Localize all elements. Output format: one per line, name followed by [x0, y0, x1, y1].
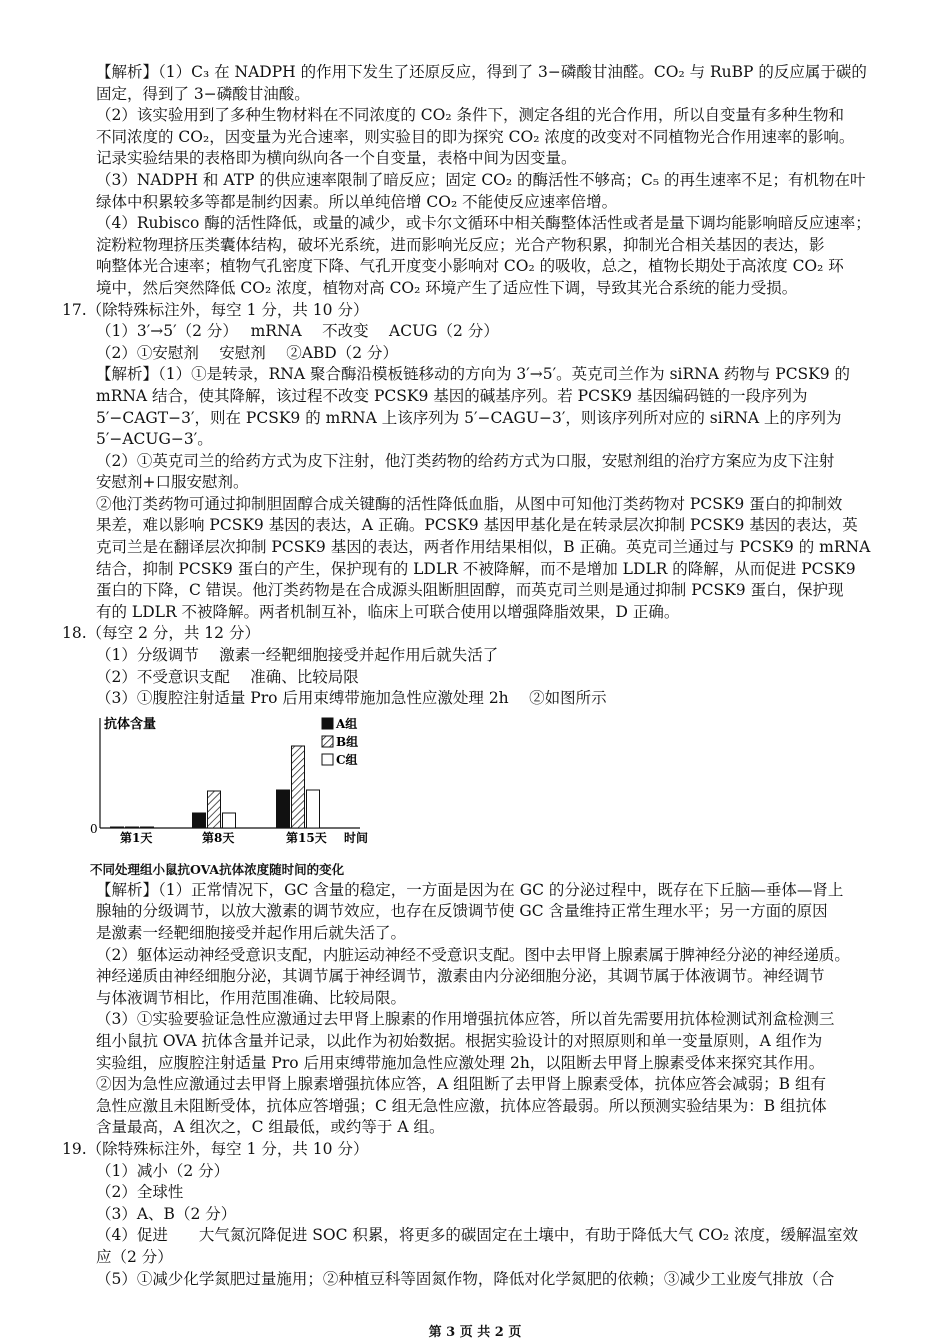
text-line: 果差，难以影响 PCSK9 基因的表达，A 正确。PCSK9 基因甲基化是在转录层次抑制 PCSK9 基因的表达，英 [96, 516, 858, 535]
legend-swatch [322, 718, 333, 729]
text-line: 18.（每空 2 分，共 12 分） [62, 624, 260, 643]
x-axis-label: 时间 [344, 830, 369, 845]
bar-B组-第15天 [292, 746, 305, 828]
bar-B组-第1天 [126, 827, 139, 828]
origin-label: 0 [90, 821, 98, 836]
text-line: 绿体中积累较多等都是制约因素。所以单纯倍增 CO₂ 不能使反应速率倍增。 [96, 192, 618, 211]
text-line: （2）全球性 [96, 1183, 184, 1202]
bar-C组-第1天 [141, 827, 154, 828]
text-line: 固定，得到了 3−磷酸甘油酸。 [96, 84, 310, 103]
chart-caption: 不同处理组小鼠抗OVA抗体浓度随时间的变化 [90, 861, 345, 877]
legend-label: A组 [336, 716, 358, 731]
text-line: （2）躯体运动神经受意识支配，内脏运动神经不受意识支配。图中去甲肾上腺素属于脾神经分泌的神经递质。 [96, 945, 850, 964]
text-line: 组小鼠抗 OVA 抗体含量并记录，以此作为初始数据。根据实验设计的对照原则和单一变量原则，A 组作为 [96, 1031, 823, 1050]
text-line: （4）Rubisco 酶的活性降低，或量的减少，或卡尔文循环中相关酶整体活性或者是量下调均能影响暗反应速率； [96, 214, 871, 233]
text-line: （4）促进 大气氮沉降促进 SOC 积累，将更多的碳固定在土壤中，有助于降低大气 CO₂ 浓度，缓解温室效 [96, 1226, 859, 1245]
bar-A组-第15天 [277, 790, 290, 828]
text-line: 应（2 分） [96, 1247, 173, 1266]
text-line: （1）分级调节 激素一经靶细胞接受并起作用后就失活了 [96, 646, 499, 665]
bar-A组-第8天 [193, 813, 206, 828]
bar-C组-第8天 [223, 813, 236, 828]
text-line: 急性应激且未阻断受体，抗体应答增强；C 组无急性应激，抗体应答最弱。所以预测实验结果为：B 组抗体 [96, 1096, 827, 1115]
legend-swatch [322, 736, 333, 747]
text-line: （5）①减少化学氮肥过量施用；②种植豆科等固氮作物，降低对化学氮肥的依赖；③减少工业废气排放（合 [96, 1269, 835, 1288]
text-line: 神经递质由神经细胞分泌，其调节属于神经调节，激素由内分泌细胞分泌，其调节属于体液调节。神经调节 [96, 967, 825, 986]
text-line: 5′−ACUG−3′。 [96, 430, 213, 449]
x-tick-label: 第15天 [286, 830, 327, 845]
antibody-bar-chart [90, 710, 420, 860]
legend-label: B组 [336, 734, 359, 749]
text-line: 【解析】（1）C₃ 在 NADPH 的作用下发生了还原反应，得到了 3−磷酸甘油醛。CO₂ 与 RuBP 的反应属于碳的 [96, 63, 867, 81]
text-line: （3）①实验要验证急性应激通过去甲肾上腺素的作用增强抗体应答，所以首先需要用抗体检测试剂盒检测三 [96, 1010, 835, 1029]
text-line: 实验组，应腹腔注射适量 Pro 后用束缚带施加急性应激处理 2h，以阻断去甲肾上腺素受体来探究其作用。 [96, 1053, 825, 1072]
text-line: 结合，抑制 PCSK9 蛋白的产生，保护现有的 LDLR 不被降解，而不是增加 LDLR 的降解，从而促进 PCSK9 [96, 559, 856, 578]
bar-B组-第8天 [208, 791, 221, 828]
text-line: 响整体光合速率；植物气孔密度下降、气孔开度变小影响对 CO₂ 的吸收，总之，植物长期处于高浓度 CO₂ 环 [96, 257, 844, 276]
text-line: 记录实验结果的表格即为横向纵向各一个自变量，表格中间为因变量。 [96, 149, 577, 168]
x-tick-label: 第1天 [120, 830, 153, 845]
bar-C组-第15天 [307, 790, 320, 828]
page-footer: 第 3 页 共 2 页 [428, 1325, 522, 1340]
text-line: 是激素一经靶细胞接受并起作用后就失活了。 [96, 924, 407, 942]
text-line: 安慰剂+口服安慰剂。 [96, 473, 249, 492]
text-line: 17.（除特殊标注外，每空 1 分，共 10 分） [62, 300, 369, 319]
answer-paragraphs-bottom [62, 880, 892, 1290]
bar-A组-第1天 [111, 827, 124, 828]
text-line: ②他汀类药物可通过抑制胆固醇合成关键酶的活性降低血脂，从图中可知他汀类药物对 PCSK9 蛋白的抑制效 [96, 494, 843, 513]
text-line: 含量最高，A 组次之，C 组最低，或约等于 A 组。 [96, 1118, 445, 1137]
text-line: ②因为急性应激通过去甲肾上腺素增强抗体应答，A 组阻断了去甲肾上腺素受体，抗体应答会减弱；B 组有 [96, 1075, 826, 1094]
text-line: （2）不受意识支配 准确、比较局限 [96, 667, 359, 686]
text-line: 淀粉粒物理挤压类囊体结构，破坏光系统，进而影响光反应；光合产物积累，抑制光合相关基因的表达，影 [96, 235, 825, 254]
text-line: 有的 LDLR 不被降解。两者机制互补，临床上可联合使用以增强降脂效果，D 正确。 [96, 602, 680, 621]
text-line: （3）①腹腔注射适量 Pro 后用束缚带施加急性应激处理 2h ②如图所示 [96, 689, 607, 708]
answer-content [62, 62, 892, 1290]
text-line: （2）①安慰剂 安慰剂 ②ABD（2 分） [96, 343, 399, 362]
text-line: 与体液调节相比，作用范围准确、比较局限。 [96, 988, 407, 1007]
text-line: 腺轴的分级调节，以放大激素的调节效应，也存在反馈调节使 GC 含量维持正常生理水平；另一方面的原因 [96, 902, 828, 921]
legend-label: C组 [336, 752, 358, 767]
answer-paragraphs-top [62, 62, 892, 710]
text-line: 蛋白的下降，C 错误。他汀类药物是在合成源头阻断胆固醇，而英克司兰则是通过抑制 PCSK9 蛋白，保护现 [96, 581, 844, 600]
text-line: （1）3′→5′（2 分） mRNA 不改变 ACUG（2 分） [96, 322, 499, 341]
text-line: 【解析】（1）正常情况下，GC 含量的稳定，一方面是因为在 GC 的分泌过程中，既存在下丘脑—垂体—肾上 [96, 880, 844, 899]
text-line: （3）A、B（2 分） [96, 1204, 237, 1223]
text-line: （1）减小（2 分） [96, 1161, 230, 1180]
y-axis-label: 抗体含量 [104, 716, 157, 732]
text-line: 不同浓度的 CO₂，因变量为光合速率，则实验目的即为探究 CO₂ 浓度的改变对不同植物光合作用速率的影响。 [96, 127, 855, 146]
x-tick-label: 第8天 [202, 830, 235, 845]
text-line: 【解析】（1）①是转录，RNA 聚合酶沿模板链移动的方向为 3′→5′。英克司兰作为 siRNA 药物与 PCSK9 的 [96, 365, 851, 384]
text-line: （3）NADPH 和 ATP 的供应速率限制了暗反应；固定 CO₂ 的酶活性不够高；C₅ 的再生速率不足；有机物在叶 [96, 170, 866, 189]
text-line: （2）①英克司兰的给药方式为皮下注射，他汀类药物的给药方式为口服，安慰剂组的治疗方案应为皮下注射 [96, 451, 835, 470]
text-line: 境中，然后突然降低 CO₂ 浓度，植物对高 CO₂ 环境产生了适应性下调，导致其光合系统的能力受损。 [96, 278, 798, 297]
antibody-chart [90, 710, 892, 860]
text-line: 19.（除特殊标注外，每空 1 分，共 10 分） [62, 1139, 369, 1158]
text-line: 克司兰是在翻译层次抑制 PCSK9 基因的表达，两者作用结果相似，B 正确。英克司兰通过与 PCSK9 的 mRNA [96, 538, 871, 557]
text-line: 5′−CAGT−3′，则在 PCSK9 的 mRNA 上该序列为 5′−CAGU−3′，则该序列所对应的 siRNA 上的序列为 [96, 408, 842, 427]
text-line: （2）该实验用到了多种生物材料在不同浓度的 CO₂ 条件下，测定各组的光合作用，所以自变量有多种生物和 [96, 106, 844, 125]
legend-swatch [322, 754, 333, 765]
text-line: mRNA 结合，使其降解，该过程不改变 PCSK9 基因的碱基序列。若 PCSK9 基因编码链的一段序列为 [96, 386, 808, 405]
